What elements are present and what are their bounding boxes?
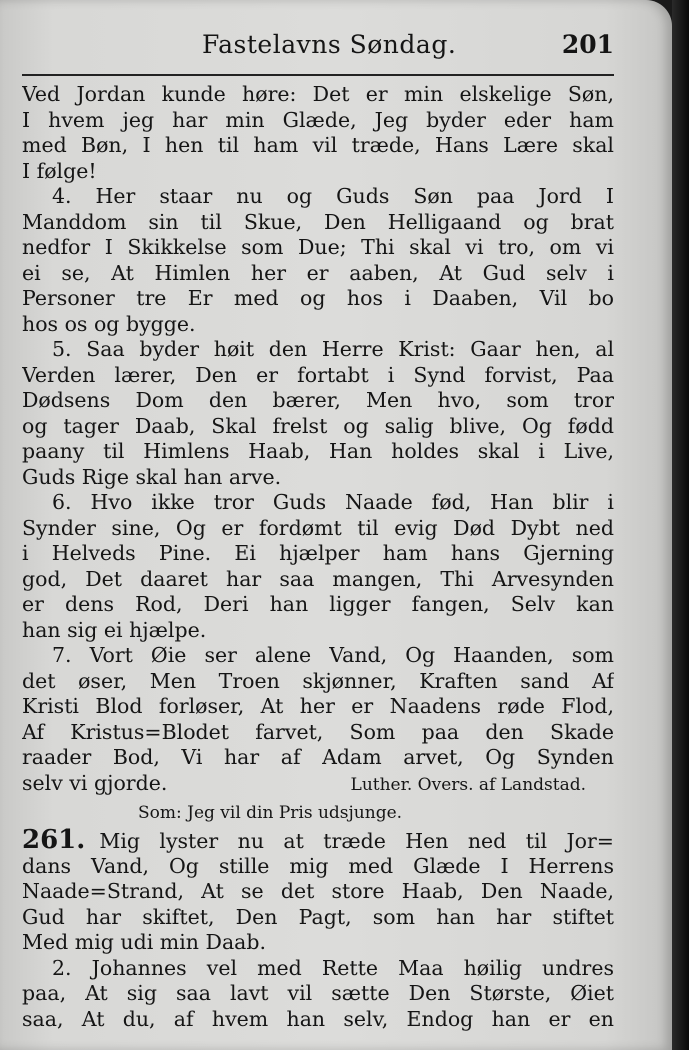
verse-line: paa, At sig saa lavt vil sætte Den Største, Øiet [22, 981, 614, 1005]
verse-line: god, Det daaret har saa mangen, Thi Arvesynden [22, 566, 614, 591]
verse-line: I hvem jeg har min Glæde, Jeg byder eder ham [22, 107, 614, 132]
verse-line: Manddom sin til Skue, Den Helligaand og brat [22, 209, 614, 234]
verse-line: 4. Her staar nu og Guds Søn paa Jord I [52, 184, 614, 208]
verse-5 [22, 337, 614, 490]
verse-line: Mig lyster nu at træde Hen ned til Jor= [99, 829, 614, 853]
verse-line: nedfor I Skikkelse som Due; Thi skal vi tro, om vi [22, 235, 614, 259]
verse-line: 6. Hvo ikke tror Guds Naade fød, Han blir i [52, 490, 614, 514]
verse-line: Med mig udi min Daab. [22, 930, 267, 954]
verse-3-continuation [22, 82, 614, 184]
verse-line: 2. Johannes vel med Rette Maa høilig undres [52, 955, 614, 980]
verse-line: med Bøn, I hen til ham vil træde, Hans Lære skal [22, 133, 614, 157]
verse-line: Gud har skiftet, Den Pagt, som han har stiftet [22, 904, 614, 929]
verse-line: Dødsens Dom den bærer, Men hvo, som tror [22, 388, 614, 412]
verse-line: raader Bod, Vi har af Adam arvet, Og Synden [22, 745, 614, 769]
verse-line: ei se, At Himlen her er aaben, At Gud selv i [22, 260, 614, 285]
hymn-first-line [22, 828, 614, 854]
verse-line: Synder sine, Og er fordømt til evig Død Dybt ned [22, 515, 614, 540]
verse-line: 5. Saa byder høit den Herre Krist: Gaar hen, al [52, 337, 614, 361]
verse-line: hos os og bygge. [22, 311, 196, 336]
verse-line: selv vi gjorde. [22, 770, 168, 795]
page-header [22, 30, 614, 70]
hymn-number: 261. [22, 828, 86, 854]
verse-6 [22, 490, 614, 643]
page-number: 201 [561, 30, 614, 59]
hymn-261 [22, 828, 614, 1032]
verse-line: det øser, Men Troen skjønner, Kraften sand Af [22, 668, 614, 693]
book-edge [672, 0, 689, 1050]
verse-final-line [22, 771, 614, 797]
verse-4 [22, 184, 614, 337]
verse-line: Naade=Strand, At se det store Haab, Den Naade, [22, 879, 614, 903]
verse-7 [22, 643, 614, 796]
verse-line: Af Kristus=Blodet farvet, Som paa den Skade [22, 719, 614, 744]
verse-line: i Helveds Pine. Ei hjælper ham hans Gjerning [22, 541, 614, 565]
verse-line: Verden lærer, Den er fortabt i Synd forvist, Paa [22, 362, 614, 387]
running-title: Fastelavns Søndag. [202, 30, 457, 59]
verse-line: Personer tre Er med og hos i Daaben, Vil bo [22, 286, 614, 310]
verse-line: og tager Daab, Skal frelst og salig blive, Og fødd [22, 413, 614, 438]
verse-line: han sig ei hjælpe. [22, 617, 207, 642]
verse-line: Kristi Blod forløser, At her er Naadens røde Flod, [22, 694, 614, 718]
header-rule [22, 74, 614, 76]
page-body [22, 82, 614, 1032]
melody-reference: Som: Jeg vil din Pris udsjunge. [138, 803, 403, 823]
verse-line: paany til Himlens Haab, Han holdes skal i Live, [22, 439, 614, 463]
verse-line: I følge! [22, 158, 97, 183]
verse-line: er dens Rod, Deri han ligger fangen, Selv kan [22, 592, 614, 616]
attribution: Luther. Overs. af Landstad. [350, 774, 586, 795]
verse-line: Ved Jordan kunde høre: Det er min elskelige Søn, [22, 82, 614, 106]
verse-line: dans Vand, Og stille mig med Glæde I Herrens [22, 853, 614, 878]
verse-line: saa, At du, af hvem han selv, Endog han er en [22, 1006, 614, 1031]
verse-line: 7. Vort Øie ser alene Vand, Og Haanden, som [52, 643, 614, 667]
verse-line: Guds Rige skal han arve. [22, 464, 282, 489]
